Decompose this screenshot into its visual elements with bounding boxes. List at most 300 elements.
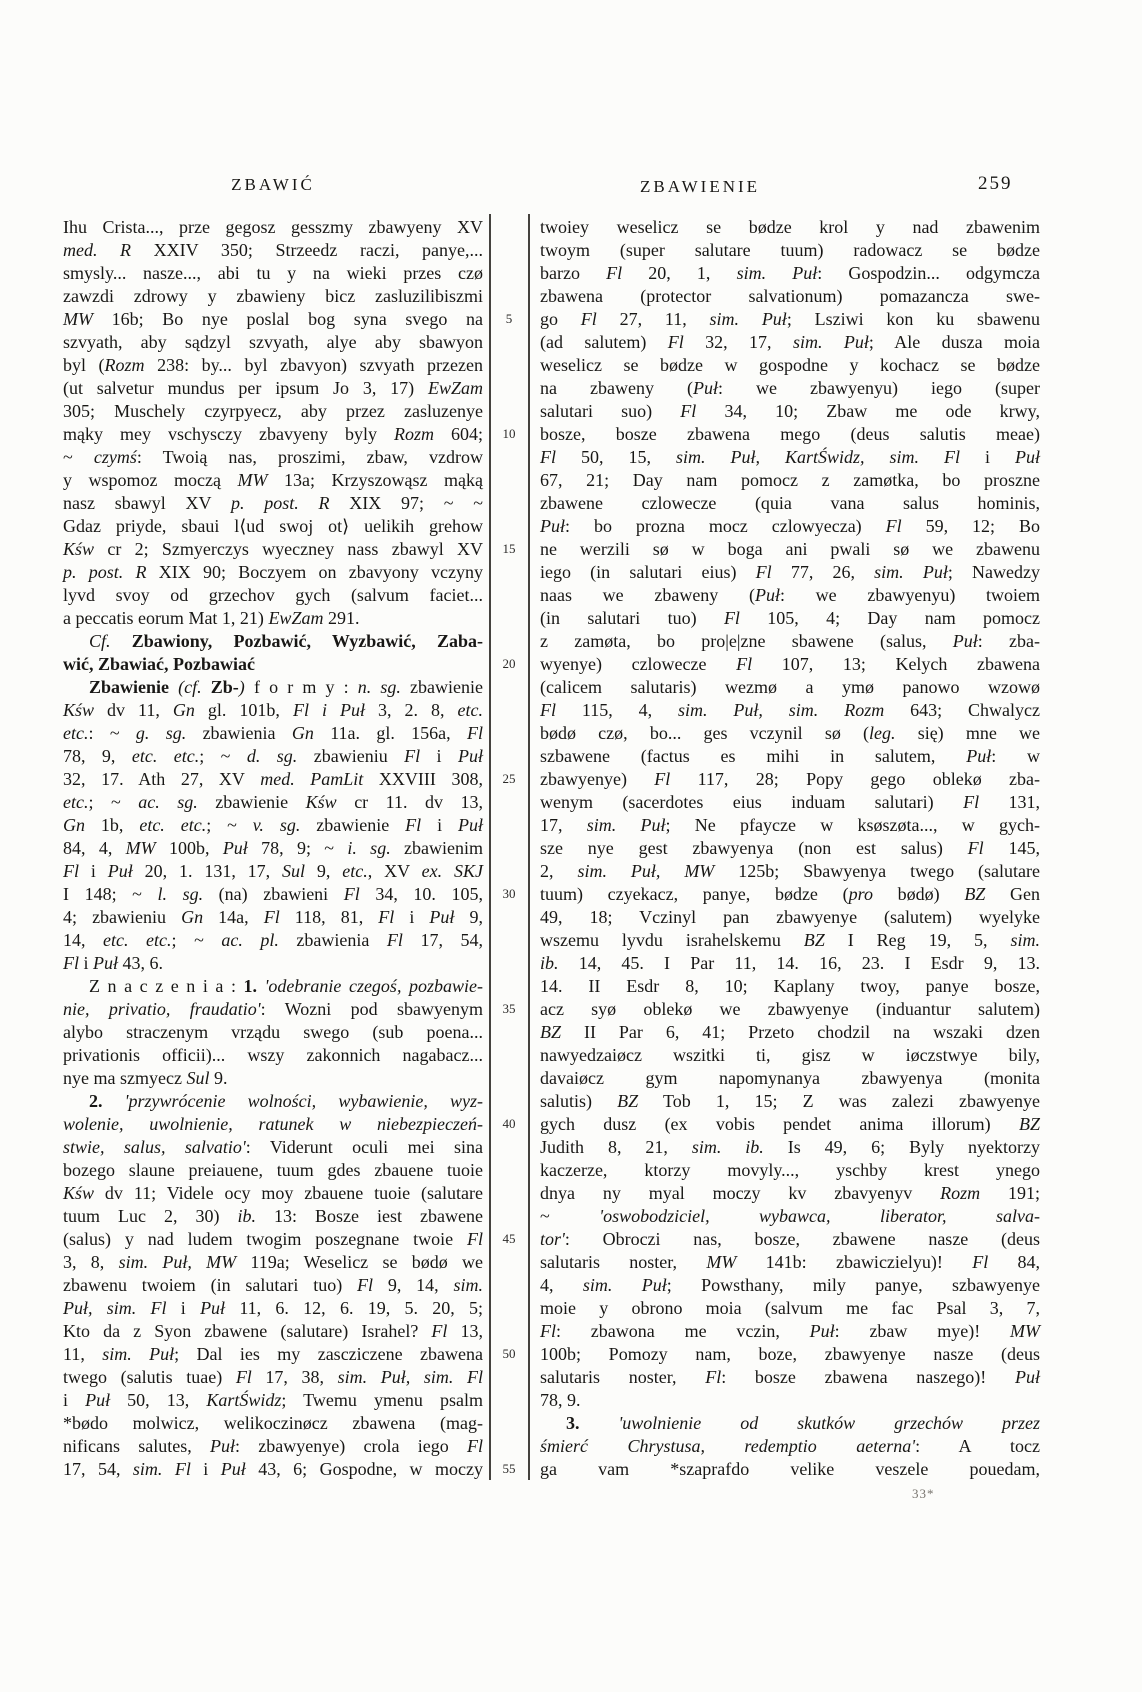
text-segment: 16b; Bo nye poslal bog syna svego na [93,309,483,329]
text-line [540,515,1040,538]
text-line [540,1136,1040,1159]
text-segment: dnya ny myal moczy kv zbavyenyv [540,1183,941,1203]
text-segment: zbawieniu [297,746,405,766]
text-segment: Puł [1015,447,1040,467]
text-segment: zbawienie [197,792,306,812]
text-segment: weselicz se bødze w gospodne y kochacz se bødze [540,355,1040,375]
running-head-right: ZBAWIENIE [640,177,761,196]
text-segment: bødø) [872,884,965,904]
text-segment: ; Ale dusza moia [868,332,1040,352]
text-segment: Fl [963,792,980,812]
text-line [540,653,1040,676]
page-number: 259 [978,173,1013,194]
text-segment: twoiey weselicz se bødze krol y nad zbawenim [540,217,1040,237]
text-segment: 9. [209,1068,228,1088]
text-segment: XIX 90; Boczyem on zbavyony vczyny [146,562,483,582]
text-line [540,699,1040,722]
text-line [540,1320,1040,1343]
text-segment: 13: Bosze iest zbawene [256,1206,483,1226]
text-segment: Zb- [210,677,239,697]
text-segment: : ~ [88,723,136,743]
text-segment: 'przywrócenie wolności, wybawienie, wyz- [124,1091,483,1111]
text-segment: Fl [540,1321,556,1341]
text-segment: 14, [63,930,104,950]
text-segment: Rozm [940,1183,981,1203]
text-segment: sim. Puł [874,562,948,582]
text-line [540,561,1040,584]
text-line [63,354,483,377]
text-segment: zawzdi zdrowy y zbawieny bicz zasluzilibiszmi [63,286,483,306]
text-line [63,929,483,952]
text-segment: barzo [540,263,607,283]
text-segment: 34, 10; Zbaw me ode krwy, [696,401,1040,421]
text-segment: 14a, [203,907,264,927]
text-segment: Fl [63,953,79,973]
text-line [540,676,1040,699]
text-segment: etc. [63,792,89,812]
text-line [63,1274,483,1297]
text-line [63,239,483,262]
text-line [63,837,483,860]
text-segment: Sul [282,861,306,881]
text-segment: : A tocz [915,1436,1040,1456]
text-line [540,768,1040,791]
text-segment: Fl [885,516,902,536]
text-segment: 14. II Esdr 8, 10; Kaplany twoy, panye bosze, [540,976,1040,996]
text-segment: Puł [85,1390,111,1410]
text-segment: 9, [454,907,483,927]
text-segment: ; ~ [88,792,139,812]
text-segment: Kśw [63,700,95,720]
text-segment: Fl [540,447,556,467]
text-line [540,354,1040,377]
text-segment: 17, 38, [251,1367,338,1387]
text-line [63,653,483,676]
text-segment: I 148; ~ [63,884,158,904]
text-segment: ; ~ [206,815,253,835]
text-line [540,998,1040,1021]
text-segment: acz syø oblekø we zbawyenye (induantur salutem) [540,999,1040,1019]
text-line [63,1182,483,1205]
text-segment: a peccatis eorum Mat 1, 21) [63,608,269,628]
text-segment: 13a; Krzyszowąsz mąką [267,470,483,490]
text-line [540,423,1040,446]
text-segment: MW [1010,1321,1040,1341]
text-segment: XIX 97; ~ ~ [329,493,483,513]
text-segment: twoym (super salutare tuum) radowacz se bødze [540,240,1040,260]
text-segment: Gn [181,907,204,927]
text-segment: nasz sbawyl XV [63,493,231,513]
text-line [540,1297,1040,1320]
text-segment: (ut salvetur mundus per ipsum Jo 3, 17) [63,378,428,398]
text-segment: sim. Puł [736,263,818,283]
text-segment: : zbawona me vczin, [556,1321,810,1341]
text-line [63,515,483,538]
text-segment: 27, 11, [596,309,710,329]
text-line [63,423,483,446]
text-line [63,768,483,791]
text-segment: Fl i Puł [292,700,365,720]
text-segment: MW [706,1252,737,1272]
text-segment: Zbawiony, Pozbawić, Wyzbawić, Zaba- [131,631,483,651]
text-segment: zbawienim [390,838,483,858]
text-segment: XXIV 350; Strzeedz raczi, panye,... [131,240,483,260]
text-line [540,883,1040,906]
text-segment: Puł [966,746,992,766]
text-line [540,630,1040,653]
text-segment: : bosze zbawena naszego)! [721,1367,1015,1387]
text-line [540,1251,1040,1274]
text-segment: Tob 1, 15; Z was zalezi zbawyenye [638,1091,1040,1111]
text-segment: lyvd svoy od grzechov gych (salvum faciet... [63,585,483,605]
text-line [540,538,1040,561]
text-segment: v. sg. [252,815,301,835]
text-segment: Kśw [305,792,337,812]
text-segment: 77, 26, [771,562,875,582]
text-line [63,1343,483,1366]
text-segment: zbawienia [278,930,387,950]
text-line [63,906,483,929]
text-line [540,1366,1040,1389]
text-line [63,722,483,745]
text-segment: etc. etc. [103,930,172,950]
text-segment: BZ [1018,1114,1040,1134]
text-segment: d. sg. [246,746,298,766]
text-segment: 'oswobodziciel, wybawca, liberator, salva- [599,1206,1040,1226]
text-segment: i [421,815,458,835]
text-line [63,1366,483,1389]
text-segment: sim. [1010,930,1040,950]
line-number-gutter [489,216,529,1482]
text-segment: Fl [606,263,623,283]
text-line [63,1389,483,1412]
text-segment: ex. SKJ [421,861,483,881]
line-number: 50 [502,1346,516,1361]
running-head-left: ZBAWIĆ [231,175,315,194]
text-segment: nie, privatio, fraudatio' [63,999,261,1019]
text-segment: davaiøcz gym napomynanya zbawyenya (monita [540,1068,1040,1088]
text-segment: : Viderunt oculi mei sina [245,1137,483,1157]
text-segment: śmierć Chrystusa, redemptio aeterna' [540,1436,916,1456]
text-line [540,1205,1040,1228]
text-segment: Fl [357,1275,374,1295]
text-line [540,1044,1040,1067]
text-segment: zbawienia [186,723,292,743]
text-line [63,745,483,768]
text-segment: Fl [386,930,403,950]
text-segment: Puł [220,1459,246,1479]
text-segment: MW [125,838,156,858]
text-segment: Fl [654,769,671,789]
text-segment: i [420,746,458,766]
text-segment: med. R [63,240,132,260]
line-number: 40 [502,1116,516,1131]
text-line [540,906,1040,929]
text-segment: wolenie, uwolnienie, ratunek w niebezpieczeń- [63,1114,483,1134]
text-line [540,860,1040,883]
text-segment: wenym (sacerdotes eius induam salutari) [540,792,964,812]
text-segment: moie y obrono moia (salvum me fac Psal 3, 7, [540,1298,1040,1318]
text-segment: 9, 14, [373,1275,454,1295]
text-line [63,952,483,975]
text-segment: (salus) y nad ludem twogim poszegnane twoie [63,1229,467,1249]
text-line [63,1297,483,1320]
text-line [63,1251,483,1274]
text-segment: Puł [457,815,483,835]
text-line [63,331,483,354]
text-line [63,1435,483,1458]
text-segment: I Reg 19, 5, [824,930,1011,950]
text-segment: p. post. R [63,562,147,582]
text-segment: 78, 9, [63,746,132,766]
text-segment: Puł [952,631,978,651]
text-segment: : we zbawyenyu) iego (super [718,378,1040,398]
text-segment: 84, [988,1252,1041,1272]
text-line [63,1044,483,1067]
text-segment: się) mne we [895,723,1041,743]
text-segment: Cf. [89,631,132,651]
text-segment: , XV [367,861,422,881]
text-segment: Puł [429,907,455,927]
text-line [540,1090,1040,1113]
text-segment: sim. Puł [582,1275,667,1295]
text-segment: 291. [323,608,360,628]
text-segment: salutaris noster, [540,1252,707,1272]
text-segment: (ad salutem) [540,332,668,352]
text-segment: bødø czø, bo... ges vczynil sø ( [540,723,870,743]
text-segment: salutaris noster, [540,1367,706,1387]
text-segment: 59, 12; Bo [901,516,1040,536]
text-line [63,791,483,814]
text-segment: 17, 54, [402,930,483,950]
text-segment: Fl [263,907,280,927]
text-segment: 3, 8, [63,1252,119,1272]
text-line [540,1274,1040,1297]
text-segment: 191; [980,1183,1040,1203]
text-segment: sim. Puł [709,309,787,329]
text-line [540,814,1040,837]
text-segment: Puł [809,1321,835,1341]
gutter-rule-right [528,214,530,1480]
text-segment: Fl [680,401,697,421]
text-segment: 604; [433,424,483,444]
text-line [63,1412,483,1435]
text-segment: 2. [89,1091,125,1111]
text-segment: 9, [305,861,343,881]
text-segment: ne werzili sø w boga ani pwali sø we zbawenu [540,539,1040,559]
text-segment: 11, [63,1344,103,1364]
text-segment: i [394,907,430,927]
text-line [540,1021,1040,1044]
text-segment: 20, 1, [622,263,737,283]
text-segment: zbawene czlowecze (quia vana salus hominis, [540,493,1040,513]
text-segment: : Wozni pod sbawyenym [260,999,483,1019]
text-segment: n. sg. [357,677,401,697]
text-segment: etc. [63,723,89,743]
line-number: 5 [505,311,513,326]
text-segment: sim. Fl [132,1459,191,1479]
text-segment: szbawene (factus es mihi in salutem, [540,746,967,766]
text-line [540,239,1040,262]
text-segment: MW [237,470,268,490]
text-segment: sim. Puł, KartŚwidz, sim. Fl [675,447,960,467]
text-segment: 11, 6. 12, 6. 19, 5. 20, 5; [225,1298,483,1318]
text-segment: ; Twemu ymenu psalm [281,1390,484,1410]
text-segment: stwie, salus, salvatio' [63,1137,246,1157]
text-segment: sim. Puł, MW [577,861,715,881]
text-line [540,952,1040,975]
text-line [63,446,483,469]
text-segment: salutis) [540,1091,618,1111]
text-line [63,975,483,998]
text-line [540,1113,1040,1136]
text-segment: *bødo molwicz, welikoczinøcz zbawena (mag- [63,1413,483,1433]
text-segment: Puł [93,953,119,973]
text-segment: 1. [243,976,265,996]
text-line [540,722,1040,745]
text-segment: 3. [566,1413,619,1433]
text-segment: 11a. gl. 156a, [313,723,467,743]
text-segment: Gdaz priyde, sbaui l⟨ud swoj ot⟩ uelikih grehow [63,516,483,536]
text-segment: Puł, sim. Fl [63,1298,167,1318]
text-segment: etc. etc. [131,746,200,766]
text-segment: Fl [580,309,597,329]
text-segment: zbawienie [300,815,406,835]
text-segment: zbawyenye) [540,769,655,789]
text-line [540,929,1040,952]
text-segment: Fl [467,1436,483,1456]
text-segment: KartŚwidz [206,1390,282,1410]
text-segment: ib. [540,953,559,973]
text-segment: Fl [431,1321,448,1341]
text-segment: zbawienie [400,677,484,697]
text-segment: EwZam [268,608,324,628]
text-segment: Fl [404,746,421,766]
text-line [540,308,1040,331]
text-segment: i [63,1390,86,1410]
text-segment: 78, 9. [540,1390,581,1410]
text-segment: nificans salutes, [63,1436,211,1456]
text-line [63,1159,483,1182]
line-number: 15 [502,541,516,556]
text-segment: ; ~ [171,930,222,950]
text-line [540,377,1040,400]
text-segment: MW [63,309,93,329]
text-segment: i [79,861,108,881]
text-segment: med. PamLit [260,769,364,789]
text-segment: etc. [457,700,483,720]
text-line [540,1412,1040,1435]
text-segment: 13, [447,1321,483,1341]
text-segment: sim. Puł [792,332,869,352]
text-segment: y wspomoz moczą [63,470,238,490]
text-segment: Fl [405,815,422,835]
text-line [540,1159,1040,1182]
text-line [63,699,483,722]
text-segment: l. sg. [157,884,204,904]
text-segment: Puł [1015,1367,1040,1387]
text-segment: Fl [755,562,772,582]
text-segment: Fl [667,332,684,352]
text-segment: sim. [453,1275,484,1295]
text-segment: Kto da z Syon zbawene (salutare) Israhel? [63,1321,432,1341]
text-segment: z zamøta, bo pro|e|zne sbawene (salus, [540,631,953,651]
text-segment: Gn [172,700,195,720]
text-line [63,1136,483,1159]
text-segment: BZ [803,930,825,950]
text-line [63,216,483,239]
text-segment: ga vam *szaprafdo velike veszele pouedam, [540,1459,1040,1479]
text-line [540,400,1040,423]
text-segment: 84, 4, [63,838,126,858]
text-segment: Judith 8, 21, [540,1137,692,1157]
text-segment: 4, [540,1275,583,1295]
text-segment: 115, 4, [556,700,679,720]
text-line [540,791,1040,814]
text-line [63,400,483,423]
text-segment: Fl [972,1252,989,1272]
text-line [540,285,1040,308]
text-segment: 17, [540,815,587,835]
text-segment: 4; zbawieniu [63,907,182,927]
text-segment: g. sg. [135,723,187,743]
text-segment: mąky mey vschysczy zbavyeny byly [63,424,394,444]
text-segment: BZ [540,1022,562,1042]
text-segment: cr 11. dv 13, [336,792,483,812]
text-segment: Puł [200,1298,226,1318]
line-number: 20 [502,656,516,671]
text-segment: Fl [467,1229,483,1249]
text-segment: Puł [755,585,780,605]
text-column-left [63,216,483,1481]
text-segment: pro [848,884,873,904]
text-line [540,331,1040,354]
text-segment: Z n a c z e n i a : [89,976,244,996]
text-segment: Rozm [393,424,434,444]
text-segment: dv 11, [94,700,173,720]
text-segment: 50, 13, [110,1390,207,1410]
text-line [540,1182,1040,1205]
text-segment: sim. Puł [586,815,666,835]
text-line [63,492,483,515]
text-segment: etc. etc. [139,815,207,835]
text-segment: sim. Puł [102,1344,175,1364]
text-segment: 141b: zbawiczielyu)! [736,1252,973,1272]
text-segment: Fl [63,861,79,881]
line-number: 35 [502,1001,516,1016]
text-segment: : zbaw mye)! [834,1321,1010,1341]
text-segment: salutari suo) [540,401,681,421]
text-segment: nawyedzaiøcz wszitki ti, gisz w iøczstwye bily, [540,1045,1040,1065]
text-segment: Fl [705,1367,722,1387]
text-line [540,1067,1040,1090]
text-segment: Fl [343,884,360,904]
text-segment: gych dusz (ex vobis pendet anima illorum) [540,1114,1019,1134]
text-segment: zbawenu twoiem (in salutari tuo) [63,1275,358,1295]
text-line [63,469,483,492]
text-line [540,262,1040,285]
text-line [540,975,1040,998]
text-segment: 43, 6. [118,953,164,973]
text-segment: Zbawienie [89,677,179,697]
text-segment: wyenye) czlowecze [540,654,737,674]
text-segment: BZ [617,1091,639,1111]
text-line [63,561,483,584]
text-line [540,446,1040,469]
text-segment: bozego slaune preiauene, tuum gdes zbauene tuoie [63,1160,483,1180]
text-segment: Gn [63,815,85,835]
text-segment: 17, 54, [63,1459,133,1479]
